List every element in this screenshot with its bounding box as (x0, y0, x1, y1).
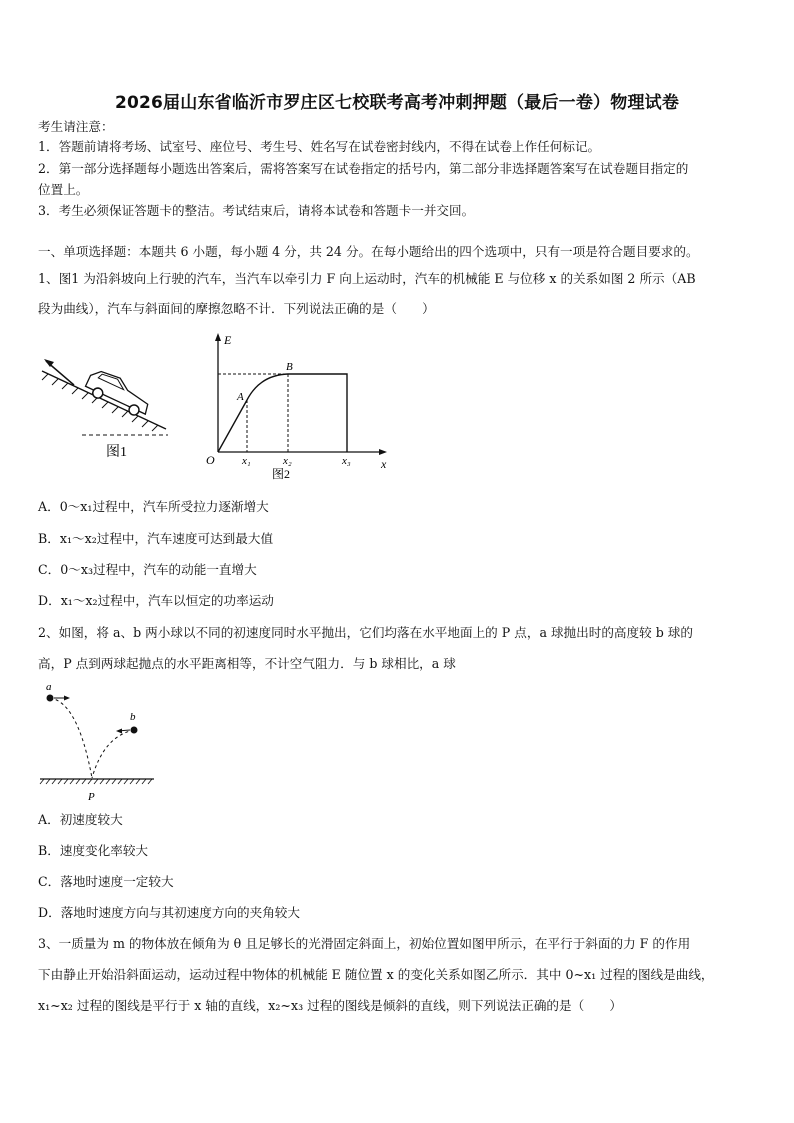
y-axis-label: E (224, 333, 232, 347)
q1-figure-2 (200, 330, 390, 480)
q1-option: C．0～x₃过程中，汽车的动能一直增大 (38, 562, 257, 577)
q1-stem: 1、图1 为沿斜坡向上行驶的汽车，当汽车以牵引力 F 向上运动时，汽车的机械能 E 与位移 x 的关系如图 2 所示（AB (38, 271, 696, 286)
q2-option: B．速度变化率较大 (38, 843, 149, 858)
point-a-label: A (237, 391, 244, 403)
x2-label: x₂ (283, 455, 292, 467)
page-title: 2026届山东省临沂市罗庄区七校联考高考冲刺押题（最后一卷）物理试卷 (114, 93, 680, 113)
x-axis-label: x (381, 457, 387, 471)
car-icon (83, 366, 155, 419)
q2-option: D．落地时速度方向与其初速度方向的夹角较大 (38, 905, 300, 920)
q2-figure (38, 678, 158, 806)
notice-item: 3．考生必须保证答题卡的整洁。考试结束后，请将本试卷和答题卡一并交回。 (38, 203, 475, 218)
ball-b-label: b (130, 711, 136, 723)
q2-option: A．初速度较大 (38, 812, 123, 827)
q2-stem: 2、如图，将 a、b 两小球以不同的初速度同时水平抛出，它们均落在水平地面上的 P 点，a 球抛出时的高度较 b 球的 (38, 625, 693, 640)
notice-item: 1．答题前请将考场、试室号、座位号、考生号、姓名写在试卷密封线内，不得在试卷上作任何标记。 (38, 139, 601, 154)
ball-a-label: a (46, 681, 52, 693)
q2-option: C．落地时速度一定较大 (38, 874, 174, 889)
section-heading: 一、单项选择题：本题共 6 小题，每小题 4 分，共 24 分。在每小题给出的四个选项中，只有一项是符合题目要求的。 (38, 244, 699, 259)
q1-option: A．0～x₁过程中，汽车所受拉力逐渐增大 (38, 499, 269, 514)
origin-label: O (206, 453, 215, 467)
notice-item: 位置上。 (38, 182, 89, 197)
q3-stem: x₁~x₂ 过程的图线是平行于 x 轴的直线，x₂~x₃ 过程的图线是倾斜的直线，则下列说法正确的是（ ） (38, 998, 622, 1013)
q1-figure-1 (40, 345, 180, 465)
fig1-caption: 图1 (106, 445, 127, 460)
x1-label: x₁ (242, 455, 251, 467)
q1-option: B．x₁～x₂过程中，汽车速度可达到最大值 (38, 531, 274, 546)
q1-option: D．x₁～x₂过程中，汽车以恒定的功率运动 (38, 593, 274, 608)
q3-stem: 下由静止开始沿斜面运动，运动过程中物体的机械能 E 随位置 x 的变化关系如图乙所示．其中 0~x₁ 过程的图线是曲线， (38, 967, 714, 982)
point-p-label: P (88, 791, 95, 803)
notice-heading: 考生请注意： (38, 119, 114, 134)
q1-stem: 段为曲线），汽车与斜面间的摩擦忽略不计．下列说法正确的是（ ） (38, 301, 435, 316)
q2-stem: 高，P 点到两球起抛点的水平距离相等，不计空气阻力．与 b 球相比，a 球 (38, 656, 456, 671)
notice-item: 2．第一部分选择题每小题选出答案后，需将答案写在试卷指定的括号内，第二部分非选择题答案写在试卷题目指定的 (38, 161, 689, 176)
fig2-caption: 图2 (272, 467, 291, 480)
point-b-label: B (286, 361, 293, 373)
x3-label: x₃ (342, 455, 351, 467)
q3-stem: 3、一质量为 m 的物体放在倾角为 θ 且足够长的光滑固定斜面上，初始位置如图甲所示，在平行于斜面的力 F 的作用 (38, 936, 691, 951)
